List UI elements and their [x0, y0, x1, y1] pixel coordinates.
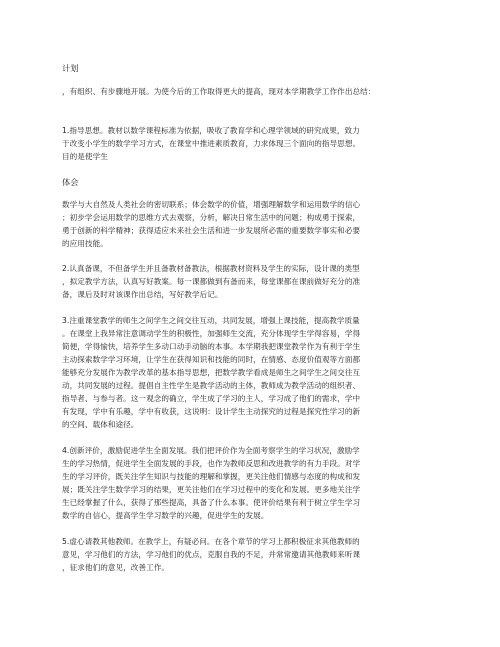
paragraph-3-line: 2.认真备课，不但备学生并且备教材备教法，根据教材资料及学生的实际，设计课的类型	[62, 264, 360, 273]
paragraph-6-line: 5.虚心请教其他教师。在教学上，有疑必问。在各个章节的学习上都积极征求其他教师的	[62, 537, 360, 546]
paragraph-4-line: 有发现，学中有乐趣，学中有收获，这说明：设计学生主动探究的过程是探究性学习的新	[62, 407, 361, 416]
paragraph-3-line: 备，课后及时对该课作出总结，写好教学后记。	[62, 290, 223, 299]
paragraph-2-line: 的应用技能。	[62, 239, 108, 248]
paragraph-4-line: 的空间、载体和途径。	[62, 420, 139, 429]
paragraph-6-line: ，征求他们的意见，改善工作。	[62, 563, 170, 572]
paragraph-2-line: 数学与大自然及人类社会的密切联系；体会数学的价值，增强理解数学和运用数学的信心	[62, 200, 361, 209]
paragraph-5-line: 数学的自信心，提高学生学习数学的兴趣，促进学生的发展。	[62, 511, 269, 520]
paragraph-5-line: 展；既关注学生数学学习的结果，更关注他们在学习过程中的变化和发展。更多地关注学	[62, 485, 361, 494]
document-title: 计划	[62, 63, 79, 73]
paragraph-5-line: 4.创新评价，激励促进学生全面发展。我们把评价作为全面考察学生的学习状况，激励学	[62, 446, 360, 455]
paragraph-1-line: 1.指导思想。教材以数学课程标准为依据，吸收了教育学和心理学领域的研究成果，致力	[62, 126, 360, 135]
paragraph-4-line: 简便，学得愉快，培养学生多动口动手动脑的本事。本学期我把课堂教学作为有利于学生	[62, 342, 361, 351]
paragraph-2-line: 勇于创新的科学精神；获得适应未来社会生活和进一步发展所必需的重要数学事实和必要	[62, 226, 361, 235]
paragraph-1-line: 目的是使学生	[62, 152, 108, 161]
paragraph-6-line: 意见，学习他们的方法，学习他们的优点，克服自我的不足，并常常邀请其他教师来听课	[62, 550, 361, 559]
paragraph-4-line: 能够充分发展作为教学改革的基本指导思想，把数学教学看成是师生之间学生之间交往互	[62, 368, 361, 377]
paragraph-4-line: 指导者、与参与者。这一观念的确立，学生成了学习的主人，学习成了他们的需求，学中	[62, 394, 361, 403]
paragraph-1-line: 于改变小学生的数学学习方式，在课堂中推进素质教育，力求体现三个面向的指导思想。	[62, 139, 361, 148]
paragraph-5-line: 生已经掌握了什么，获得了那些提高，具备了什么本事。使评价结果有利于树立学生学习	[62, 498, 361, 507]
paragraph-2-line: ；初步学会运用数学的思维方式去观察，分析，解决日常生活中的问题；构成勇于探索，	[62, 213, 361, 222]
section-heading: 体会	[62, 177, 79, 187]
paragraph-4-line: 3.注重课堂教学的师生之间学生之间交往互动，共同发展，增强上课技能，提高教学质量	[62, 316, 360, 325]
paragraph-4-line: 。在课堂上我异常注意调动学生的积极性，加强师生交流，充分体现学生学得容易，学得	[62, 329, 361, 338]
paragraph-5-line: 生的学习热情，促进学生全面发展的手段，也作为教师反思和改进教学的有力手段。对学	[62, 459, 361, 468]
paragraph-3-line: ，拟定教学方法，认真写好教案。每一课都做到有备而来，每堂课都在课前做好充分的准	[62, 277, 361, 286]
paragraph-4-line: 主动探索数学学习环境，让学生在获得知识和技能的同时，在情感、态度价值观等方面都	[62, 355, 361, 364]
paragraph-4-line: 动，共同发展的过程。提倡自主性学生是教学活动的主体，教师成为教学活动的组织者、	[62, 381, 361, 390]
intro-paragraph: ，有组织、有步骤地开展。为使今后的工作取得更大的提高，现对本学期教学工作作出总结：	[62, 87, 376, 96]
paragraph-5-line: 生的学习评价，既关注学生知识与技能的理解和掌握，更关注他们情感与态度的构成和发	[62, 472, 361, 481]
